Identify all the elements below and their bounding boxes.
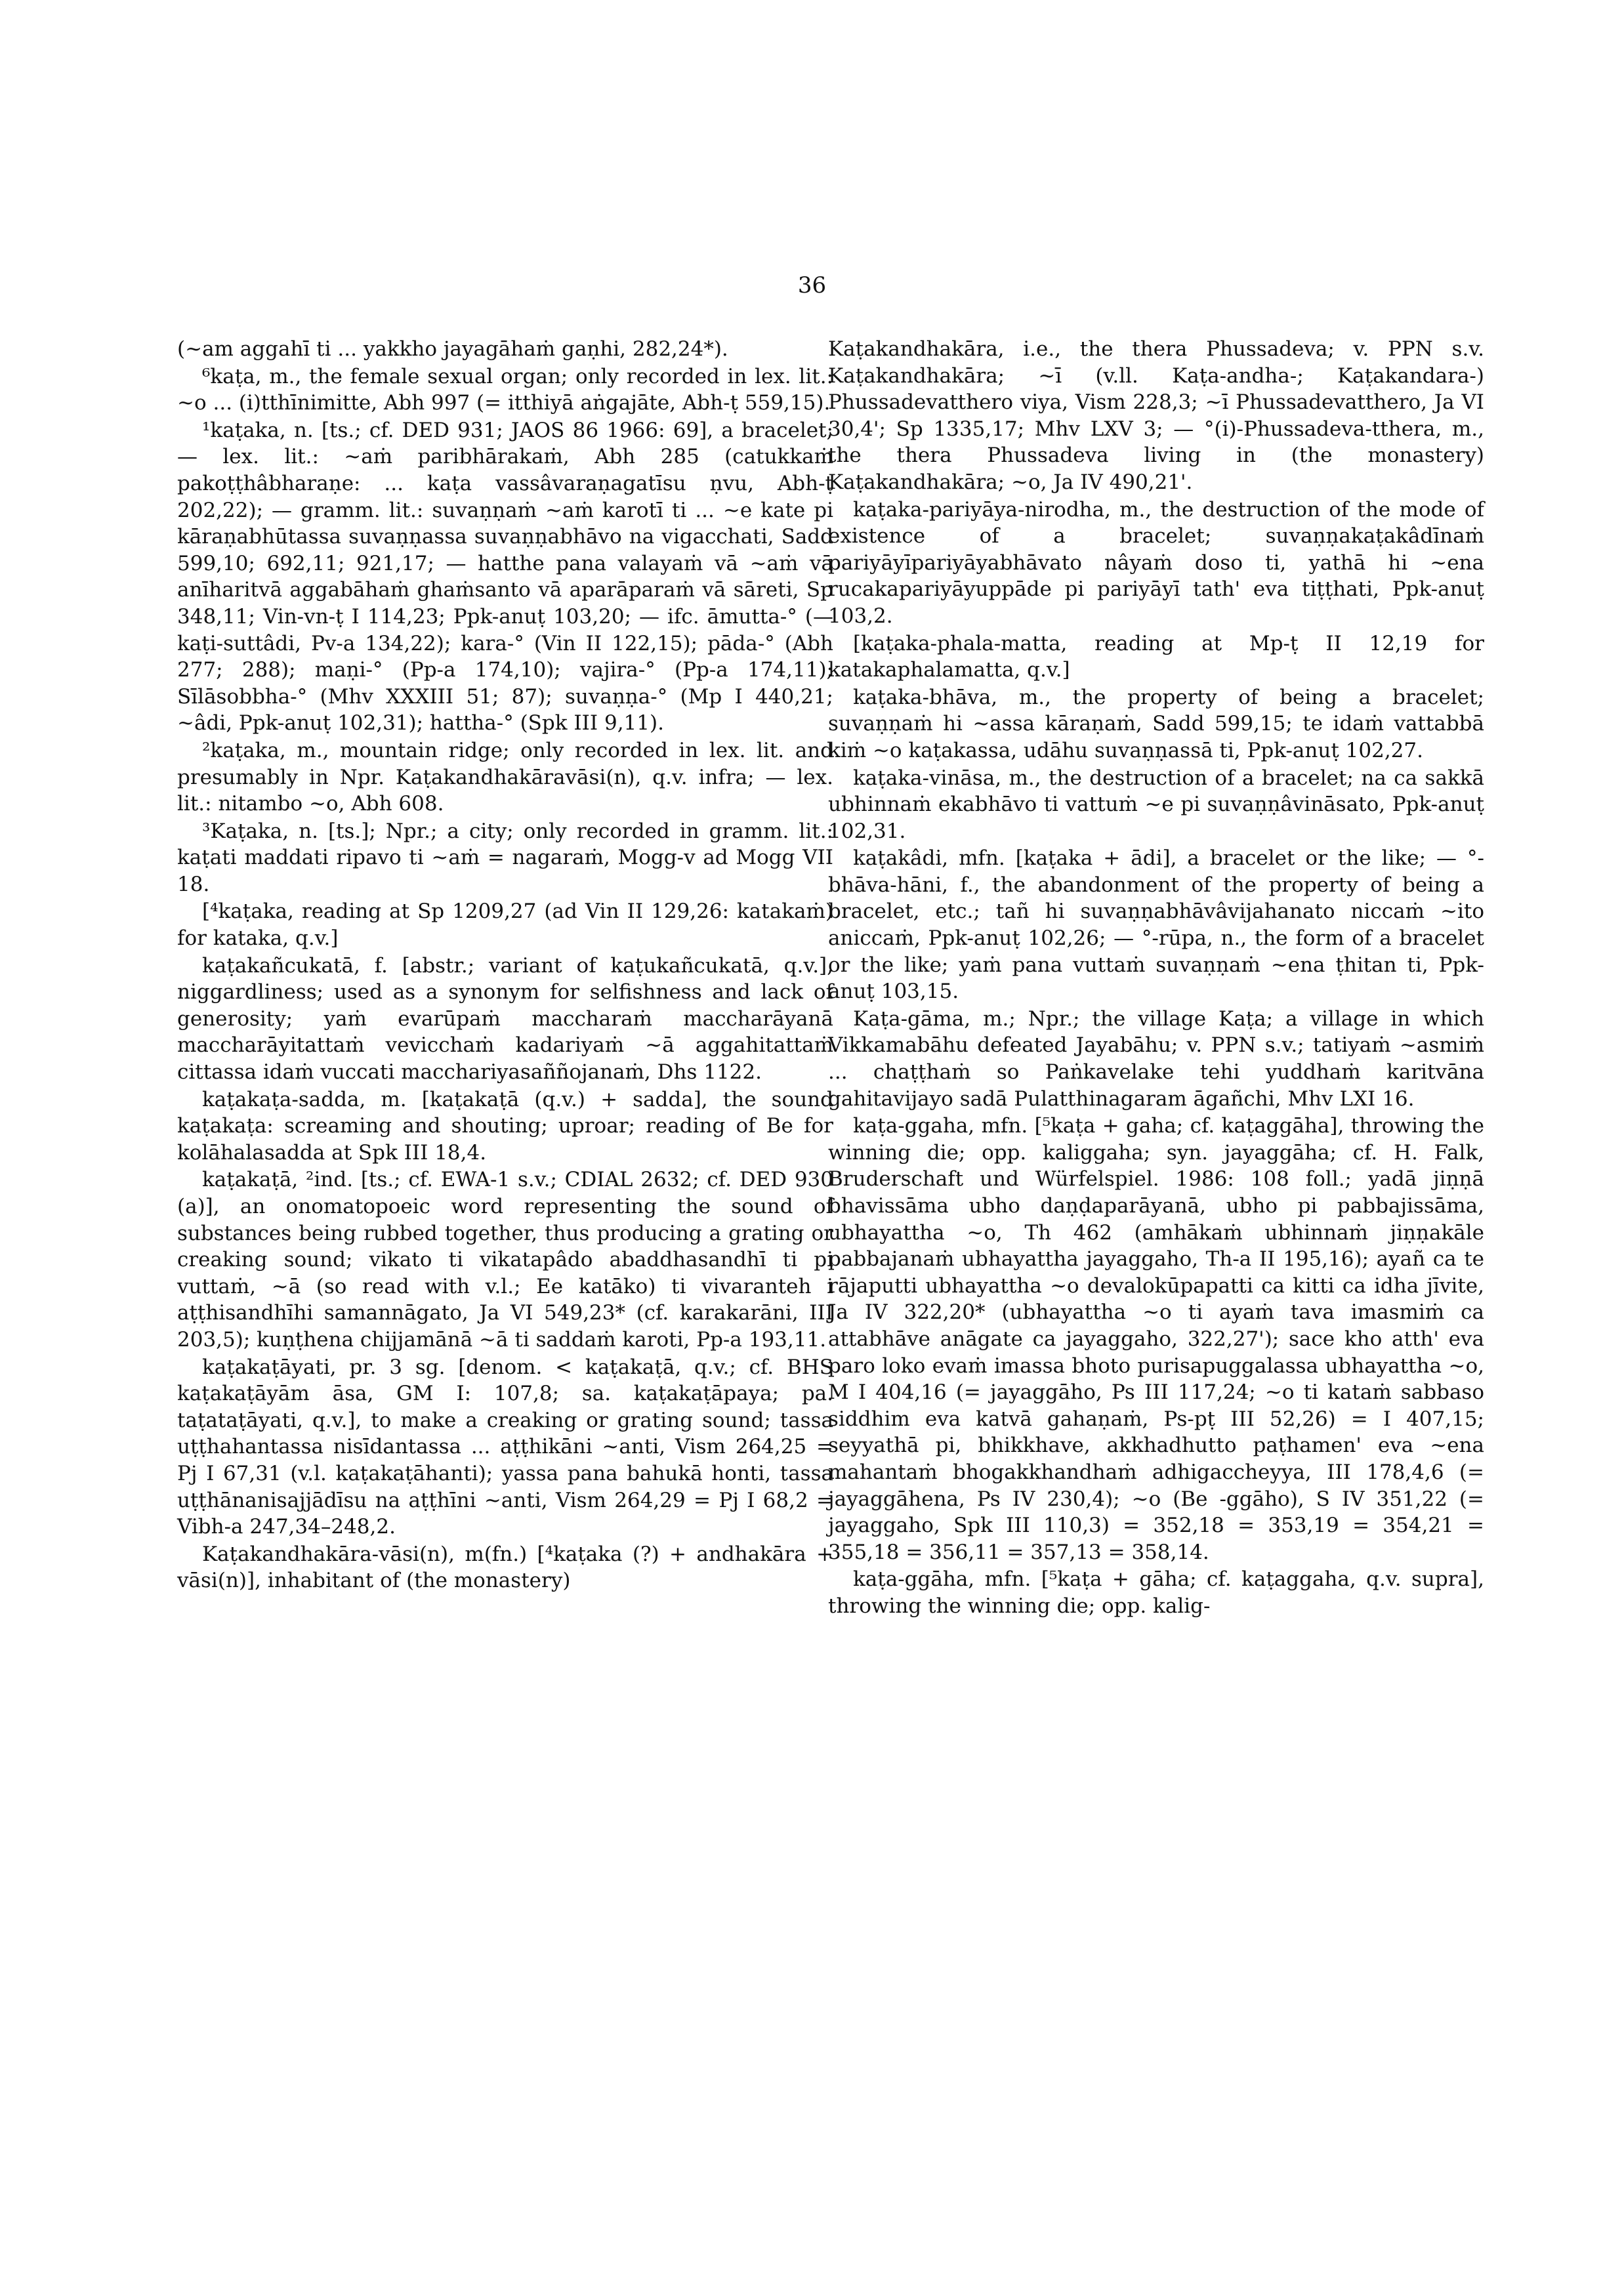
entry-paragraph: kaṭakâdi, mfn. [kaṭaka + ādi], a bracelet or the like; — °-bhāva-hāni, f., the abandonment of the property of being a bracelet, etc.; tañ hi suvaṇṇabhāvâvijahanato niccaṁ ~ito aniccaṁ, Ppk-anuṭ 102,26; — °-rūpa, n., the form of a bracelet or the like; yaṁ pana vuttaṁ suvaṇṇaṁ ~ena ṭhitan ti, Ppk-anuṭ 103,15. [828, 846, 1484, 1004]
entry-paragraph: Kaṭakandhakāra-vāsi(n), m(fn.) [⁴kaṭaka (?) + andhakāra + vāsi(n)], inhabitant of (the monastery) [177, 1542, 833, 1593]
right-column [828, 336, 1484, 1621]
entry-paragraph: kaṭakaṭāyati, pr. 3 sg. [denom. < kaṭakaṭā, q.v.; cf. BHS kaṭakaṭāyām āsa, GM I: 107,8; sa. kaṭakaṭāpaya; pa. taṭataṭāyati, q.v.], to make a creaking or grating sound; tassa uṭṭhahantassa nisīdantassa ... aṭṭhikāni ~anti, Vism 264,25 = Pj I 67,31 (v.l. kaṭakaṭāhanti); yassa pana bahukā honti, tassa uṭṭhānanisajjādīsu na aṭṭhīni ~anti, Vism 264,29 = Pj I 68,2 = Vibh-a 247,34–248,2. [177, 1355, 833, 1539]
entry-paragraph: kaṭaka-pariyāya-nirodha, m., the destruction of the mode of existence of a bracelet; suvaṇṇakaṭakâdīnaṁ pariyāyīpariyāyabhāvato nâyaṁ doso ti, yathā hi ~ena rucakapariyāyuppāde pi pariyāyī tath' eva tiṭṭhati, Ppk-anuṭ 103,2. [828, 497, 1484, 628]
entry-paragraph: (~am aggahī ti ... yakkho jayagāhaṁ gaṇhi, 282,24*). [177, 337, 728, 361]
entry-paragraph: kaṭaka-vināsa, m., the destruction of a bracelet; na ca sakkā ubhinnaṁ ekabhāvo ti vattuṁ ~e pi suvaṇṇâvināsato, Ppk-anuṭ 102,31. [828, 766, 1484, 843]
entry-paragraph: Kaṭakandhakāra, i.e., the thera Phussadeva; v. PPN s.v. Kaṭakandhakāra; ~ī (v.ll. Kaṭa-andha-; Kaṭakandara-) Phussadevatthero viya, Vism 228,3; ~ī Phussadevatthero, Ja VI 30,4'; Sp 1335,17; Mhv LXV 3; — °(i)-Phussadeva-tthera, m., the thera Phussadeva living in (the monastery) Kaṭakandhakāra; ~o, Ja IV 490,21'. [828, 337, 1484, 494]
entry-paragraph: [⁴kaṭaka, reading at Sp 1209,27 (ad Vin II 129,26: katakaṁ) for kataka, q.v.] [177, 899, 833, 951]
entry-paragraph: kaṭa-ggāha, mfn. [⁵kaṭa + gāha; cf. kaṭaggaha, q.v. supra], throwing the winning die; opp. kalig- [828, 1567, 1484, 1618]
left-column [177, 336, 833, 1595]
entry-paragraph: kaṭaka-bhāva, m., the property of being a bracelet; suvaṇṇaṁ hi ~assa kāraṇaṁ, Sadd 599,15; te idaṁ vattabbā kiṁ ~o kaṭakassa, udāhu suvaṇṇassā ti, Ppk-anuṭ 102,27. [828, 685, 1484, 762]
entry-paragraph: kaṭakaṭā, ²ind. [ts.; cf. EWA-1 s.v.; CDIAL 2632; cf. DED 930 (a)], an onomatopoeic word representing the sound of substances being rubbed together, thus producing a grating or creaking sound; vikato ti vikatapâdo abaddhasandhī ti pi vuttaṁ, ~ā (so read with v.l.; Ee katāko) ti vivaranteh i aṭṭhisandhīhi samannāgato, Ja VI 549,23* (cf. karakarāni, III 203,5); kuṇṭhena chijjamānā ~ā ti saddaṁ karoti, Pp-a 193,11. [177, 1168, 833, 1352]
entry-paragraph: [kaṭaka-phala-matta, reading at Mp-ṭ II 12,19 for katakaphalamatta, q.v.] [828, 631, 1484, 682]
page-number: 36 [797, 272, 827, 299]
entry-paragraph: ²kaṭaka, m., mountain ridge; only recorded in lex. lit. and presumably in Npr. Kaṭakandhakāravāsi(n), q.v. infra; — lex. lit.: nitambo ~o, Abh 608. [177, 738, 833, 816]
entry-paragraph: kaṭakaṭa-sadda, m. [kaṭakaṭā (q.v.) + sadda], the sound kaṭakaṭa: screaming and shouting; uproar; reading of Be for kolāhalasadda at Spk III 18,4. [177, 1087, 833, 1165]
entry-paragraph: ¹kaṭaka, n. [ts.; cf. DED 931; JAOS 86 1966: 69], a bracelet; — lex. lit.: ~aṁ paribhārakaṁ, Abh 285 (catukkaṁ pakoṭṭhâbharaṇe: ... kaṭa vassâvaraṇagatīsu ṇvu, Abh-ṭ 202,22); — gramm. lit.: suvaṇṇaṁ ~aṁ karotī ti ... ~e kate pi kāraṇabhūtassa suvaṇṇassa suvaṇṇabhāvo na vigacchati, Sadd 599,10; 692,11; 921,17; — hatthe pana valayaṁ vā ~aṁ vā anīharitvā aggabāhaṁ ghaṁsanto vā aparāparaṁ vā sāreti, Sp 348,11; Vin-vn-ṭ I 114,23; Ppk-anuṭ 103,20; — ifc. āmutta-° (—kaṭi-suttâdi, Pv-a 134,22); kara-° (Vin II 122,15); pāda-° (Abh 277; 288); maṇi-° (Pp-a 174,10); vajira-° (Pp-a 174,11); Sīlāsobbha-° (Mhv XXXIII 51; 87); suvaṇṇa-° (Mp I 440,21; ~âdi, Ppk-anuṭ 102,31); hattha-° (Spk III 9,11). [177, 418, 833, 735]
entry-paragraph: ³Kaṭaka, n. [ts.]; Npr.; a city; only recorded in gramm. lit.: kaṭati maddati ripavo ti ~aṁ = nagaraṁ, Mogg-v ad Mogg VII 18. [177, 819, 833, 896]
entry-paragraph: ⁶kaṭa, m., the female sexual organ; only recorded in lex. lit.: ~o ... (i)tthīnimitte, Abh 997 (= itthiyā aṅgajāte, Abh-ṭ 559,15). [177, 364, 833, 415]
entry-paragraph: kaṭa-ggaha, mfn. [⁵kaṭa + gaha; cf. kaṭaggāha], throwing the winning die; opp. kaliggaha; syn. jayaggāha; cf. H. Falk, Bruderschaft und Würfelspiel. 1986: 108 foll.; yadā jiṇṇā bhavissāma ubho daṇḍaparāyanā, ubho pi pabbajissāma, ubhayattha ~o, Th 462 (amhākaṁ ubhinnaṁ jiṇṇakāle pabbajanaṁ ubhayattha jayaggaho, Th-a II 195,16); ayañ ca te rājaputti ubhayattha ~o devalokūpapatti ca kitti ca idha jīvite, Ja IV 322,20* (ubhayattha ~o ti ayaṁ tava imasmiṁ ca attabhāve anāgate ca jayaggaho, 322,27'); sace kho atth' eva paro loko evaṁ imassa bhoto purisapuggalassa ubhayattha ~o, M I 404,16 (= jayaggāho, Ps III 117,24; ~o ti kataṁ sabbaso siddhim eva katvā gahaṇaṁ, Ps-pṭ III 52,26) = I 407,15; seyyathā pi, bhikkhave, akkhadhutto paṭhamen' eva ~ena mahantaṁ bhogakkhandhaṁ adhigaccheyya, III 178,4,6 (= jayaggāhena, Ps IV 230,4); ~o (Be -ggāho), S IV 351,22 (= jayaggaho, Spk III 110,3) = 352,18 = 353,19 = 354,21 = 355,18 = 356,11 = 357,13 = 358,14. [828, 1114, 1484, 1564]
entry-paragraph: kaṭakañcukatā, f. [abstr.; variant of kaṭukañcukatā, q.v.], niggardliness; used as a synonym for selfishness and lack of generosity; yaṁ evarūpaṁ maccharaṁ maccharāyanā maccharāyitattaṁ vevicchaṁ kadariyaṁ ~ā aggahitattaṁ cittassa idaṁ vuccati macchariyasaññojanaṁ, Dhs 1122. [177, 953, 833, 1085]
entry-paragraph: Kaṭa-gāma, m.; Npr.; the village Kaṭa; a village in which Vikkamabāhu defeated Jayabāhu; v. PPN s.v.; tatiyaṁ ~asmiṁ ... chaṭṭhaṁ so Paṅkavelake tehi yuddhaṁ karitvāna gahitavijayo sadā Pulatthinagaram āgañchi, Mhv LXI 16. [828, 1006, 1484, 1111]
